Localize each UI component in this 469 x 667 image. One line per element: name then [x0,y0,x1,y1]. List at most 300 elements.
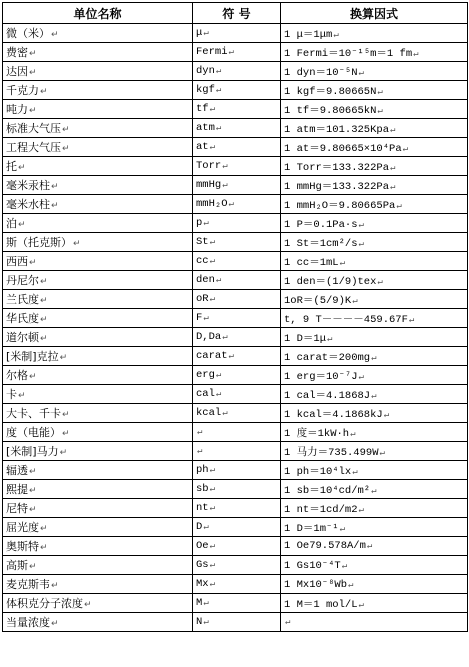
unit-name-cell [3,423,193,442]
symbol-cell [193,461,281,480]
paragraph-mark-icon: ↵ [209,465,216,475]
conversion-cell [281,271,468,290]
symbol-cell-text: dyn [196,65,215,77]
conversion-cell [281,214,468,233]
paragraph-mark-icon: ↵ [339,523,346,534]
unit-name-cell [3,24,193,43]
table-row [3,43,468,62]
unit-name-cell [3,556,193,575]
conversion-cell-text: 1 马力＝735.499W [284,446,379,459]
unit-name-cell-text: 泊 [6,217,17,230]
paragraph-mark-icon: ↵ [396,200,402,211]
paragraph-mark-icon: ↵ [285,617,291,627]
unit-name-cell [3,252,193,271]
paragraph-mark-icon: ↵ [228,199,234,209]
symbol-cell [193,537,281,556]
unit-name-cell-text: [米制]克拉 [6,350,59,363]
conversion-cell-text: 1 D＝1μ [284,332,327,345]
table-row [3,385,468,404]
unit-name-cell-text: 熙提 [6,483,28,496]
conversion-cell-text: 1 Oe79.578A/m [284,540,366,552]
table-row [3,195,468,214]
table-row [3,62,468,81]
paragraph-mark-icon: ↵ [18,163,26,173]
paragraph-mark-icon: ↵ [377,105,383,116]
conversion-cell [281,613,468,632]
conversion-cell [281,537,468,556]
paragraph-mark-icon: ↵ [228,47,234,57]
unit-name-cell-text: 奥斯特 [6,540,39,553]
paragraph-mark-icon: ↵ [62,144,70,154]
conversion-cell-text: 1 mmHg＝133.322Pa [284,180,390,193]
conversion-cell-text: 1 kcal＝4.1868kJ [284,408,383,421]
paragraph-mark-icon: ↵ [209,294,216,304]
paragraph-mark-icon: ↵ [62,429,70,439]
unit-name-cell [3,176,193,195]
paragraph-mark-icon: ↵ [408,314,415,325]
paragraph-mark-icon: ↵ [51,581,59,591]
symbol-cell [193,214,281,233]
conversion-cell [281,119,468,138]
unit-name-cell-text: 毫米水柱 [6,198,50,211]
symbol-cell [193,385,281,404]
unit-name-cell [3,81,193,100]
paragraph-mark-icon: ↵ [358,371,364,382]
symbol-cell [193,271,281,290]
paragraph-mark-icon: ↵ [203,28,209,38]
conversion-cell-text: 1 M＝1 mol/L [284,598,358,611]
unit-name-cell [3,575,193,594]
unit-name-cell [3,233,193,252]
table-row [3,518,468,537]
paragraph-mark-icon: ↵ [215,85,222,95]
conversion-cell [281,100,468,119]
paragraph-mark-icon: ↵ [209,104,216,114]
table-row [3,404,468,423]
conversion-cell [281,233,468,252]
conversion-cell [281,176,468,195]
paragraph-mark-icon: ↵ [215,275,222,285]
symbol-cell-text: atm [196,122,215,134]
symbol-cell [193,518,281,537]
conversion-cell-text: 1 dyn＝10⁻⁵N [284,66,358,79]
paragraph-mark-icon: ↵ [222,180,228,190]
paragraph-mark-icon: ↵ [209,503,216,513]
conversion-cell-text: 1 carat＝200mg [284,351,371,364]
conversion-cell [281,461,468,480]
symbol-cell [193,613,281,632]
symbol-cell [193,195,281,214]
unit-name-cell-text: 兰氏度 [6,293,39,306]
unit-name-cell [3,499,193,518]
paragraph-mark-icon: ↵ [339,257,346,268]
table-row [3,252,468,271]
paragraph-mark-icon: ↵ [62,410,70,420]
symbol-cell-text: erg [196,369,215,381]
unit-name-cell-text: 费密 [6,46,28,59]
paragraph-mark-icon: ↵ [59,448,68,458]
table-row [3,157,468,176]
paragraph-mark-icon: ↵ [358,599,364,610]
paragraph-mark-icon: ↵ [84,600,92,610]
unit-name-cell-text: 尼特 [6,502,28,515]
paragraph-mark-icon: ↵ [371,390,377,401]
symbol-cell-text: Gs [196,559,209,571]
conversion-cell-text: 1 Fermi＝10⁻¹⁵m＝1 fm [284,47,413,60]
conversion-cell [281,366,468,385]
symbol-cell-text: Fermi [196,46,228,58]
conversion-cell [281,556,468,575]
conversion-cell-text: 1 tf＝9.80665kN [284,104,377,117]
unit-name-cell [3,290,193,309]
conversion-cell [281,480,468,499]
unit-name-cell [3,385,193,404]
conversion-cell [281,24,468,43]
paragraph-mark-icon: ↵ [29,49,37,59]
paragraph-mark-icon: ↵ [358,67,364,78]
unit-name-cell [3,157,193,176]
table-row [3,328,468,347]
paragraph-mark-icon: ↵ [40,524,48,534]
symbol-cell [193,24,281,43]
conversion-cell [281,81,468,100]
paragraph-mark-icon: ↵ [51,30,59,40]
conversion-cell-text: 1 μ＝1μm [284,28,333,41]
paragraph-mark-icon: ↵ [228,351,234,361]
conversion-cell [281,423,468,442]
paragraph-mark-icon: ↵ [377,276,383,287]
symbol-cell [193,594,281,613]
paragraph-mark-icon: ↵ [358,504,364,515]
paragraph-mark-icon: ↵ [209,484,216,494]
unit-name-cell [3,328,193,347]
conversion-cell [281,385,468,404]
symbol-cell [193,290,281,309]
conversion-cell [281,518,468,537]
symbol-cell-text: den [196,274,215,286]
unit-name-cell-text: 当量浓度 [6,616,50,629]
unit-name-cell [3,613,193,632]
paragraph-mark-icon: ↵ [215,123,222,133]
conversion-cell-text: t, 9 T－－－－459.67F [284,313,408,326]
unit-name-cell-text: 吨力 [6,103,28,116]
symbol-cell-text: N [196,616,203,628]
symbol-cell-text: F [196,312,203,324]
unit-name-cell-text: 大卡、千卡 [6,407,61,420]
symbol-cell [193,366,281,385]
symbol-cell [193,442,281,461]
table-row [3,366,468,385]
unit-name-cell-text: 卡 [6,388,17,401]
conversion-cell [281,290,468,309]
symbol-cell-text: mmHg [196,179,222,191]
unit-name-cell-text: 度（电能） [6,426,61,439]
symbol-cell-text: Oe [196,540,209,552]
symbol-cell [193,556,281,575]
symbol-cell-text: M [196,597,203,609]
unit-name-cell [3,43,193,62]
paragraph-mark-icon: ↵ [203,598,209,608]
unit-name-cell [3,537,193,556]
unit-name-cell [3,442,193,461]
table-row [3,347,468,366]
conversion-cell-text: 1 erg＝10⁻⁷J [284,370,358,383]
conversion-cell-text: 1 sb＝10⁴cd/m² [284,484,371,497]
paragraph-mark-icon: ↵ [209,142,216,152]
conversion-cell-text: 1 D＝1m⁻¹ [284,522,339,535]
paragraph-mark-icon: ↵ [203,313,209,323]
conversion-cell-text: 1 St＝1cm²/s [284,237,358,250]
paragraph-mark-icon: ↵ [209,256,216,266]
paragraph-mark-icon: ↵ [341,560,348,571]
unit-name-cell [3,271,193,290]
unit-name-cell [3,62,193,81]
symbol-cell-text: kcal [196,407,222,419]
symbol-cell-text: St [196,236,209,248]
unit-name-cell [3,138,193,157]
table-row [3,613,468,632]
table-row [3,480,468,499]
conversion-cell-text: 1 den＝(1/9)tex [284,275,377,288]
conversion-cell-text: 1oR＝(5/9)K [284,294,352,307]
unit-name-cell [3,347,193,366]
conversion-cell-text: 1 Torr＝133.322Pa [284,161,390,174]
paragraph-mark-icon: ↵ [377,86,383,97]
paragraph-mark-icon: ↵ [29,258,37,268]
paragraph-mark-icon: ↵ [209,579,216,589]
paragraph-mark-icon: ↵ [222,332,228,342]
conversion-cell [281,404,468,423]
paragraph-mark-icon: ↵ [29,505,37,515]
conversion-cell [281,157,468,176]
paragraph-mark-icon: ↵ [413,48,419,59]
paragraph-mark-icon: ↵ [333,29,339,40]
symbol-cell [193,347,281,366]
unit-name-cell [3,594,193,613]
conversion-cell-text: 1 Mx10⁻⁸Wb [284,578,348,591]
conversion-cell [281,328,468,347]
symbol-cell-text: D,Da [196,331,222,343]
symbol-cell [193,176,281,195]
symbol-cell [193,328,281,347]
paragraph-mark-icon: ↵ [358,219,364,230]
conversion-cell-text: 1 Gs10⁻⁴T [284,559,341,572]
paragraph-mark-icon: ↵ [390,124,396,135]
unit-name-cell [3,461,193,480]
paragraph-mark-icon: ↵ [18,220,26,230]
paragraph-mark-icon: ↵ [366,541,373,551]
unit-name-cell-text: 道尔顿 [6,331,39,344]
paragraph-mark-icon: ↵ [348,579,354,590]
unit-name-cell [3,100,193,119]
unit-name-cell-text: 标准大气压 [6,122,61,135]
table-row [3,556,468,575]
conversion-cell [281,252,468,271]
paragraph-mark-icon: ↵ [29,106,37,116]
table-row [3,176,468,195]
paragraph-mark-icon: ↵ [222,408,228,418]
table-row [3,537,468,556]
paragraph-mark-icon: ↵ [40,543,48,553]
table-header-row [3,3,468,24]
symbol-cell-text: D [196,521,203,533]
table-row [3,309,468,328]
conversion-cell-text: 1 kgf＝9.80665N [284,85,377,98]
symbol-cell [193,499,281,518]
unit-name-cell-text: 千克力 [6,84,39,97]
unit-name-cell-text: 微（米） [6,27,50,40]
paragraph-mark-icon: ↵ [371,485,377,496]
paragraph-mark-icon: ↵ [203,617,209,627]
paragraph-mark-icon: ↵ [390,162,396,173]
unit-name-cell [3,309,193,328]
unit-name-cell [3,518,193,537]
symbol-cell-text: p [196,217,203,229]
symbol-cell-text: sb [196,483,209,495]
unit-name-cell-text: 麦克斯韦 [6,578,50,591]
unit-name-cell-text: 尔格 [6,369,28,382]
table-row [3,119,468,138]
unit-name-cell-text: 托 [6,160,17,173]
unit-name-cell-text: 丹尼尔 [6,274,39,287]
table-row [3,100,468,119]
header-unit-name: 单位名称 [3,3,193,24]
paragraph-mark-icon: ↵ [73,239,81,249]
paragraph-mark-icon: ↵ [215,370,222,380]
paragraph-mark-icon: ↵ [203,218,209,228]
paragraph-mark-icon: ↵ [383,409,390,420]
symbol-cell-text: ph [196,464,209,476]
unit-name-cell-text: 达因 [6,65,28,78]
symbol-cell [193,43,281,62]
table-row [3,24,468,43]
paragraph-mark-icon: ↵ [51,619,59,629]
paragraph-mark-icon: ↵ [350,428,356,439]
conversion-cell-text: 1 nt＝1cd/m2 [284,503,358,516]
table-row [3,575,468,594]
paragraph-mark-icon: ↵ [379,447,385,458]
unit-name-cell [3,214,193,233]
conversion-cell-text: 1 at＝9.80665×10⁴Pa [284,142,402,155]
symbol-cell [193,309,281,328]
paragraph-mark-icon: ↵ [62,125,70,135]
conversion-cell-text: 1 mmH₂O＝9.80665Pa [284,199,396,212]
table-row [3,290,468,309]
paragraph-mark-icon: ↵ [29,562,37,572]
symbol-cell [193,480,281,499]
paragraph-mark-icon: ↵ [197,427,203,437]
paragraph-mark-icon: ↵ [352,466,358,477]
paragraph-mark-icon: ↵ [40,315,48,325]
conversion-cell [281,195,468,214]
symbol-cell-text: mmH₂O [196,198,228,210]
header-symbol: 符 号 [193,3,281,24]
paragraph-mark-icon: ↵ [40,277,48,287]
table-body [3,24,468,632]
unit-name-cell [3,119,193,138]
symbol-cell [193,119,281,138]
symbol-cell-text: Torr [196,160,222,172]
paragraph-mark-icon: ↵ [51,201,59,211]
paragraph-mark-icon: ↵ [29,486,37,496]
paragraph-mark-icon: ↵ [402,143,409,154]
paragraph-mark-icon: ↵ [358,238,364,249]
conversion-cell [281,499,468,518]
symbol-cell [193,62,281,81]
paragraph-mark-icon: ↵ [29,68,37,78]
paragraph-mark-icon: ↵ [40,87,48,97]
symbol-cell-text: μ [196,27,203,39]
table-row [3,594,468,613]
symbol-cell [193,575,281,594]
table-row [3,499,468,518]
unit-name-cell-text: 屈光度 [6,521,39,534]
paragraph-mark-icon: ↵ [40,334,48,344]
table-row [3,138,468,157]
conversion-cell [281,442,468,461]
paragraph-mark-icon: ↵ [371,352,377,363]
symbol-cell-text: cc [196,255,209,267]
paragraph-mark-icon: ↵ [29,372,37,382]
table-row [3,442,468,461]
conversion-cell [281,43,468,62]
symbol-cell [193,100,281,119]
unit-name-cell [3,404,193,423]
symbol-cell-text: oR [196,293,209,305]
unit-name-cell-text: 西西 [6,255,28,268]
symbol-cell-text: Mx [196,578,209,590]
paragraph-mark-icon: ↵ [51,182,59,192]
paragraph-mark-icon: ↵ [209,237,216,247]
table-row [3,461,468,480]
symbol-cell [193,423,281,442]
conversion-cell [281,594,468,613]
symbol-cell-text: kgf [196,84,215,96]
paragraph-mark-icon: ↵ [352,295,358,306]
unit-name-cell-text: 毫米汞柱 [6,179,50,192]
symbol-cell [193,233,281,252]
symbol-cell [193,157,281,176]
conversion-cell-text: 1 P＝0.1Pa·s [284,218,358,231]
symbol-cell-text: carat [196,350,228,362]
conversion-cell-text: 1 ph＝10⁴lx [284,465,352,478]
table-row [3,81,468,100]
unit-name-cell-text: 斯（托克斯） [6,236,72,249]
symbol-cell [193,404,281,423]
conversion-cell [281,347,468,366]
unit-name-cell-text: 辐透 [6,464,28,477]
symbol-cell [193,138,281,157]
paragraph-mark-icon: ↵ [203,522,209,532]
unit-name-cell [3,366,193,385]
conversion-cell-text: 1 度＝1kW·h [284,427,350,440]
symbol-cell [193,81,281,100]
table-row [3,214,468,233]
paragraph-mark-icon: ↵ [215,66,222,76]
unit-name-cell-text: 高斯 [6,559,28,572]
unit-name-cell [3,195,193,214]
symbol-cell-text: tf [196,103,209,115]
paragraph-mark-icon: ↵ [209,560,216,570]
symbol-cell [193,252,281,271]
paragraph-mark-icon: ↵ [197,446,203,456]
unit-name-cell [3,480,193,499]
conversion-cell-text: 1 cc＝1mL [284,256,339,269]
paragraph-mark-icon: ↵ [215,389,222,399]
conversion-cell [281,138,468,157]
unit-name-cell-text: 华氏度 [6,312,39,325]
paragraph-mark-icon: ↵ [209,541,216,551]
